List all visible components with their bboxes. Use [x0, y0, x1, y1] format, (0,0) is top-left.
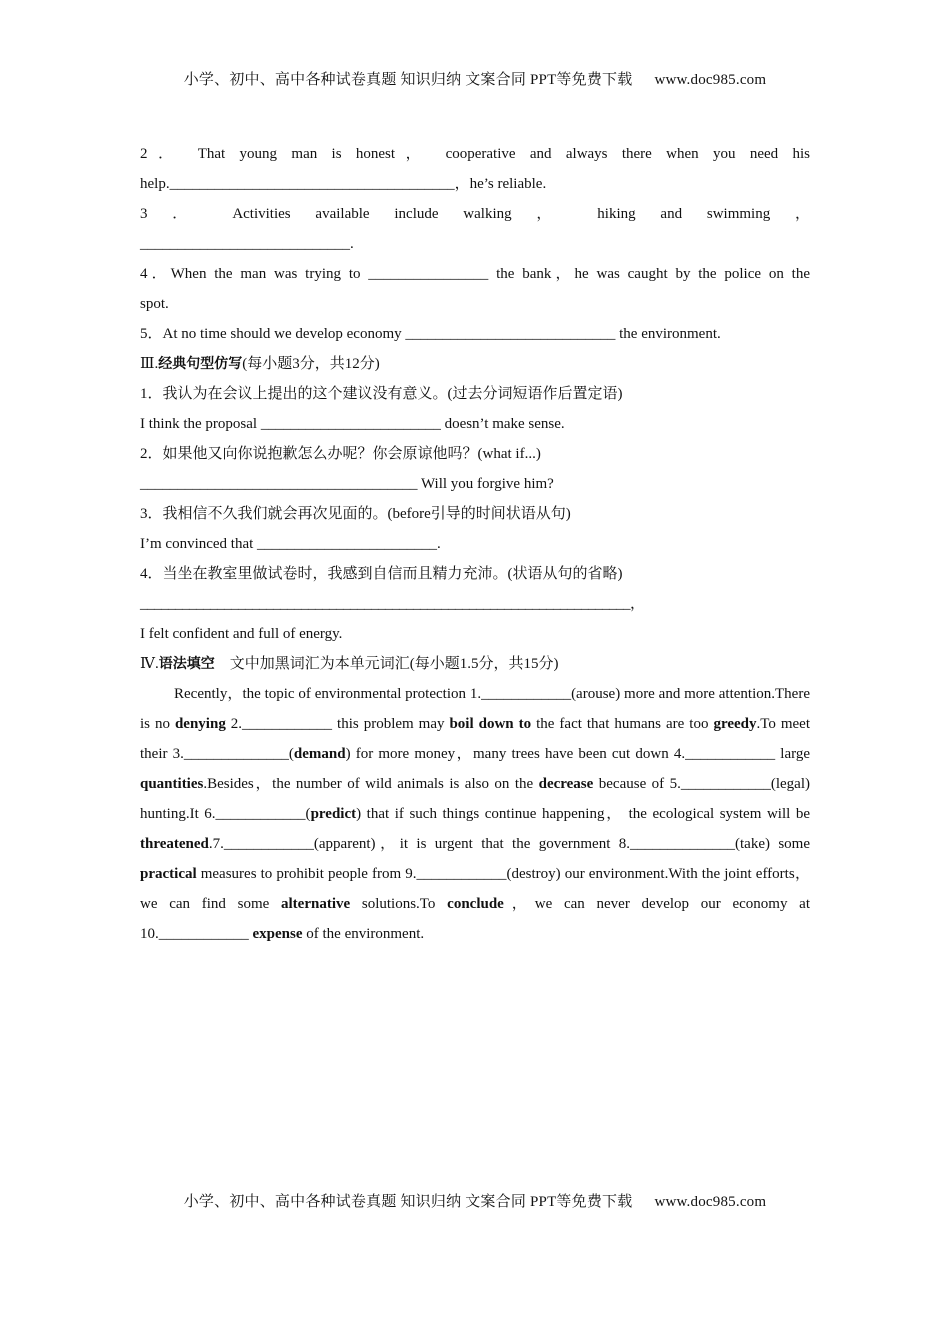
section3-q3-english: I’m convinced that ________________________.: [140, 536, 441, 552]
passage-text: ) that if such things continue happening， the ecological system will be: [356, 806, 810, 822]
section3-title-rest: (每小题3分，共12分): [242, 356, 380, 372]
section3-q1-chinese: 1．我认为在会议上提出的这个建议没有意义。(过去分词短语作后置定语): [140, 386, 623, 402]
keyword-bold: boil down to: [449, 716, 532, 732]
footer-text: 小学、初中、高中各种试卷真题 知识归纳 文案合同 PPT等免费下载: [183, 1194, 633, 1210]
section4-cloze-passage: [140, 679, 810, 949]
keyword-bold: denying: [174, 716, 226, 732]
section2-q4-line1: 4．When the man was trying to ________________ the bank，he was caught by the police on the: [140, 266, 810, 282]
passage-text: solutions.To: [350, 896, 448, 912]
keyword-bold: conclude: [447, 896, 504, 912]
passage-text: measures to prohibit people from 9.____________(destroy) our environment.With the joint efforts，we can find some: [140, 866, 810, 912]
passage-text: the fact that humans are too: [531, 716, 714, 732]
section3-q4-blank: ______________________________________________________________________，: [140, 596, 645, 612]
section3-q1-english: I think the proposal ________________________ doesn’t make sense.: [140, 416, 565, 432]
passage-text: 2.____________ this problem may: [225, 716, 450, 732]
passage-text: .To meet their 3.______________(: [140, 716, 810, 762]
keyword-bold: threatened: [140, 836, 209, 852]
header-site-link[interactable]: www.doc985.com: [654, 72, 767, 88]
section4-title-rest: 文中加黑词汇为本单元词汇(每小题1.5分，共15分): [214, 656, 559, 672]
section2-q4-line2: spot.: [140, 296, 169, 312]
passage-text: .7.____________(apparent)，it is urgent that the government 8.______________(take) some: [208, 836, 810, 852]
section2-q3-line2: ____________________________.: [140, 236, 354, 252]
section3-title-bold: 经典句型仿写: [158, 356, 243, 372]
keyword-bold: greedy: [713, 716, 757, 732]
section2-q3-line1: 3 ． Activities available include walking ， hiking and swimming ，: [140, 206, 810, 222]
section3-q4-chinese: 4．当坐在教室里做试卷时，我感到自信而且精力充沛。(状语从句的省略): [140, 566, 623, 582]
section3-title-num: Ⅲ.: [140, 356, 159, 372]
passage-text: because of 5.____________(legal) hunting.It 6.____________(: [140, 776, 810, 822]
section2-q2-line2: help.______________________________________，he’s reliable.: [140, 176, 547, 192]
section3-q3-chinese: 3．我相信不久我们就会再次见面的。(before引导的时间状语从句): [140, 506, 571, 522]
passage-text: Recently，the topic of environmental protection 1.____________(arouse) more and more attention.There is no: [140, 686, 810, 732]
keyword-bold: predict: [310, 806, 357, 822]
keyword-bold: quantities: [140, 776, 204, 792]
keyword-bold: decrease: [538, 776, 594, 792]
section3-q2-chinese: 2．如果他又向你说抱歉怎么办呢？你会原谅他吗？(what if...): [140, 446, 541, 462]
section4-title-num: Ⅳ.: [140, 656, 159, 672]
keyword-bold: practical: [140, 866, 197, 882]
section3-title: [140, 349, 810, 379]
section2-q5: 5．At no time should we develop economy ____________________________ the environment.: [140, 326, 721, 342]
passage-text: of the environment.: [302, 926, 425, 942]
worksheet-content: [140, 139, 810, 949]
keyword-bold: alternative: [281, 896, 351, 912]
footer-site-link[interactable]: www.doc985.com: [654, 1194, 767, 1210]
passage-text: ，we can never develop our economy at 10.____________: [140, 896, 810, 942]
section2-q2-line1: 2． That young man is honest， cooperative and always there when you need his: [140, 146, 810, 162]
section3-q2-english: _____________________________________ Will you forgive him?: [140, 476, 554, 492]
passage-text: ) for more money，many trees have been cut down 4.____________ large: [345, 746, 810, 762]
header-text: 小学、初中、高中各种试卷真题 知识归纳 文案合同 PPT等免费下载: [183, 72, 633, 88]
page-header: [0, 68, 950, 89]
section4-title-bold: 语法填空: [158, 656, 215, 672]
keyword-bold: expense: [252, 926, 303, 942]
section3-q4-english: I felt confident and full of energy.: [140, 626, 343, 642]
section4-title: [140, 649, 810, 679]
keyword-bold: demand: [293, 746, 346, 762]
page-footer: [0, 1190, 950, 1211]
passage-text: .Besides，the number of wild animals is also on the: [203, 776, 539, 792]
